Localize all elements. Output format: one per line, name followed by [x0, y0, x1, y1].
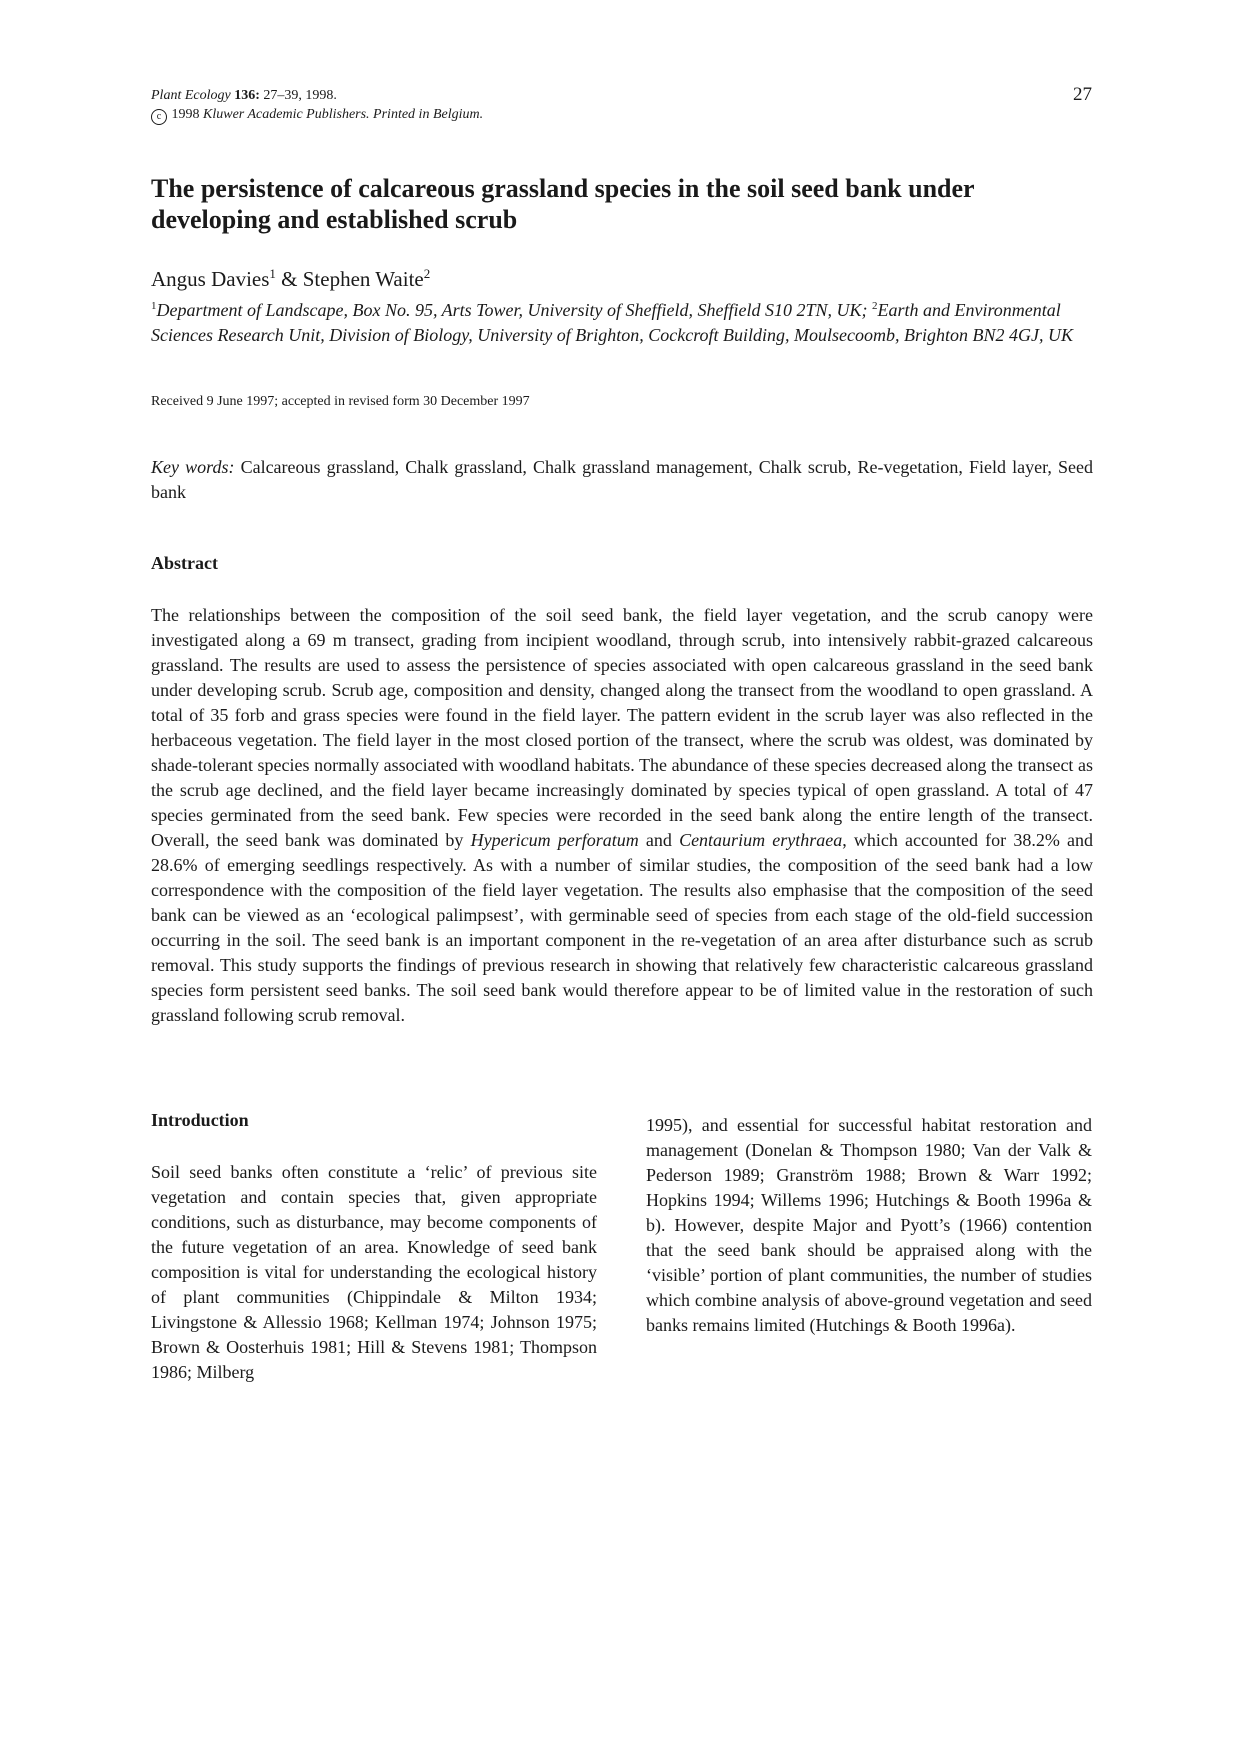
keywords — [151, 455, 1093, 505]
publisher-line: Kluwer Academic Publishers. Printed in Belgium. — [203, 107, 484, 122]
introduction-left-column: Soil seed banks often constitute a ‘relic’ of previous site vegetation and contain species that, given appropriate conditions, such as disturbance, may become components of the future vegetation of an area. Knowledge of seed bank composition is vital for understanding the ecological history of plant communities (Chippindale & Milton 1934; Livingstone & Allessio 1968; Kellman 1974; Johnson 1975; Brown & Oosterhuis 1981; Hill & Stevens 1981; Thompson 1986; Milberg — [151, 1162, 597, 1382]
copyright-icon: c — [151, 109, 167, 125]
affiliation-marker: 2 — [871, 300, 878, 312]
author-name: Stephen Waite — [302, 267, 424, 291]
author-separator: & — [275, 267, 303, 291]
introduction-right-column: 1995), and essential for successful habitat restoration and management (Donelan & Thompson 1980; Van der Valk & Pederson 1989; Granström 1988; Brown & Warr 1992; Hopkins 1994; Willems 1996; Hutchings & Booth 1996a & b). However, despite Major and Pyott’s (1966) contention that the seed bank should be appraised along with the ‘visible’ portion of plant communities, the number of studies which combine analysis of above-ground vegetation and seed banks remains limited (Hutchings & Booth 1996a). — [646, 1115, 1092, 1335]
introduction-heading: Introduction — [151, 1110, 249, 1130]
affiliation-text: Department of Landscape, Box No. 95, Arts Tower, University of Sheffield, Sheffield S10 2TN, UK; — [156, 300, 872, 320]
affiliation-text: Earth and Environmental Sciences Research Unit, Division of Biology, University of Brighton, Cockcroft Building, Moulsecoomb, Brighton BN2 4GJ, UK — [151, 300, 1074, 345]
page-number: 27 — [1073, 84, 1092, 105]
abstract-text-part: and — [638, 830, 680, 850]
copyright-line — [151, 105, 483, 125]
journal-volume: 136: — [234, 88, 260, 103]
species-name: Hypericum perforatum — [470, 830, 639, 850]
keywords-label: Key words: — [151, 457, 235, 477]
paper-title: The persistence of calcareous grassland species in the soil seed bank under developing and established scrub — [151, 174, 975, 234]
abstract-body — [151, 603, 1093, 1028]
species-name: Centaurium erythraea — [679, 830, 843, 850]
author-name: Angus Davies — [151, 267, 270, 291]
received-dates: Received 9 June 1997; accepted in revised form 30 December 1997 — [151, 394, 530, 409]
abstract-text-part: The relationships between the composition of the soil seed bank, the field layer vegetation, and the scrub canopy were investigated along a 69 m transect, grading from incipient woodland, through scrub, into intensively rabbit-grazed calcareous grassland. The results are used to assess the persistence of species associated with open calcareous grassland in the seed bank under developing scrub. Scrub age, composition and density, changed along the transect from the woodland to open grassland. A total of 35 forb and grass species were found in the field layer. The pattern evident in the scrub layer was also reflected in the herbaceous vegetation. The field layer in the most closed portion of the transect, where the scrub was oldest, was dominated by shade-tolerant species normally associated with woodland habitats. The abundance of these species decreased along the transect as the scrub age declined, and the field layer became increasingly dominated by species typical of open grassland. A total of 47 species germinated from the seed bank. Few species were recorded in the seed bank along the entire length of the transect. Overall, the seed bank was dominated by — [151, 605, 1093, 850]
journal-name: Plant Ecology — [151, 88, 231, 103]
author-line — [151, 266, 430, 292]
keywords-text: Calcareous grassland, Chalk grassland, Chalk grassland management, Chalk scrub, Re-vegetation, Field layer, Seed bank — [151, 457, 1094, 502]
journal-header — [151, 86, 483, 125]
abstract-text-part: , which accounted for 38.2% and 28.6% of emerging seedlings respectively. As with a number of similar studies, the composition of the seed bank had a low correspondence with the composition of the field layer vegetation. The results also emphasise that the composition of the seed bank can be viewed as an ‘ecological palimpsest’, with germinable seed of species from each stage of the old-field succession occurring in the soil. The seed bank is an important component in the re-vegetation of an area after disturbance such as scrub removal. This study supports the findings of previous research in showing that relatively few characteristic calcareous grassland species form persistent seed banks. The soil seed bank would therefore appear to be of limited value in the restoration of such grassland following scrub removal. — [151, 830, 1093, 1025]
affiliations — [151, 294, 1091, 348]
affiliation-marker: 1 — [151, 300, 157, 312]
abstract-heading: Abstract — [151, 553, 218, 573]
journal-pages-year: 27–39, 1998. — [263, 88, 337, 103]
author-affiliation-marker: 2 — [423, 266, 431, 281]
citation-line — [151, 86, 483, 105]
author-affiliation-marker: 1 — [269, 266, 276, 281]
copyright-year: 1998 — [171, 107, 200, 122]
